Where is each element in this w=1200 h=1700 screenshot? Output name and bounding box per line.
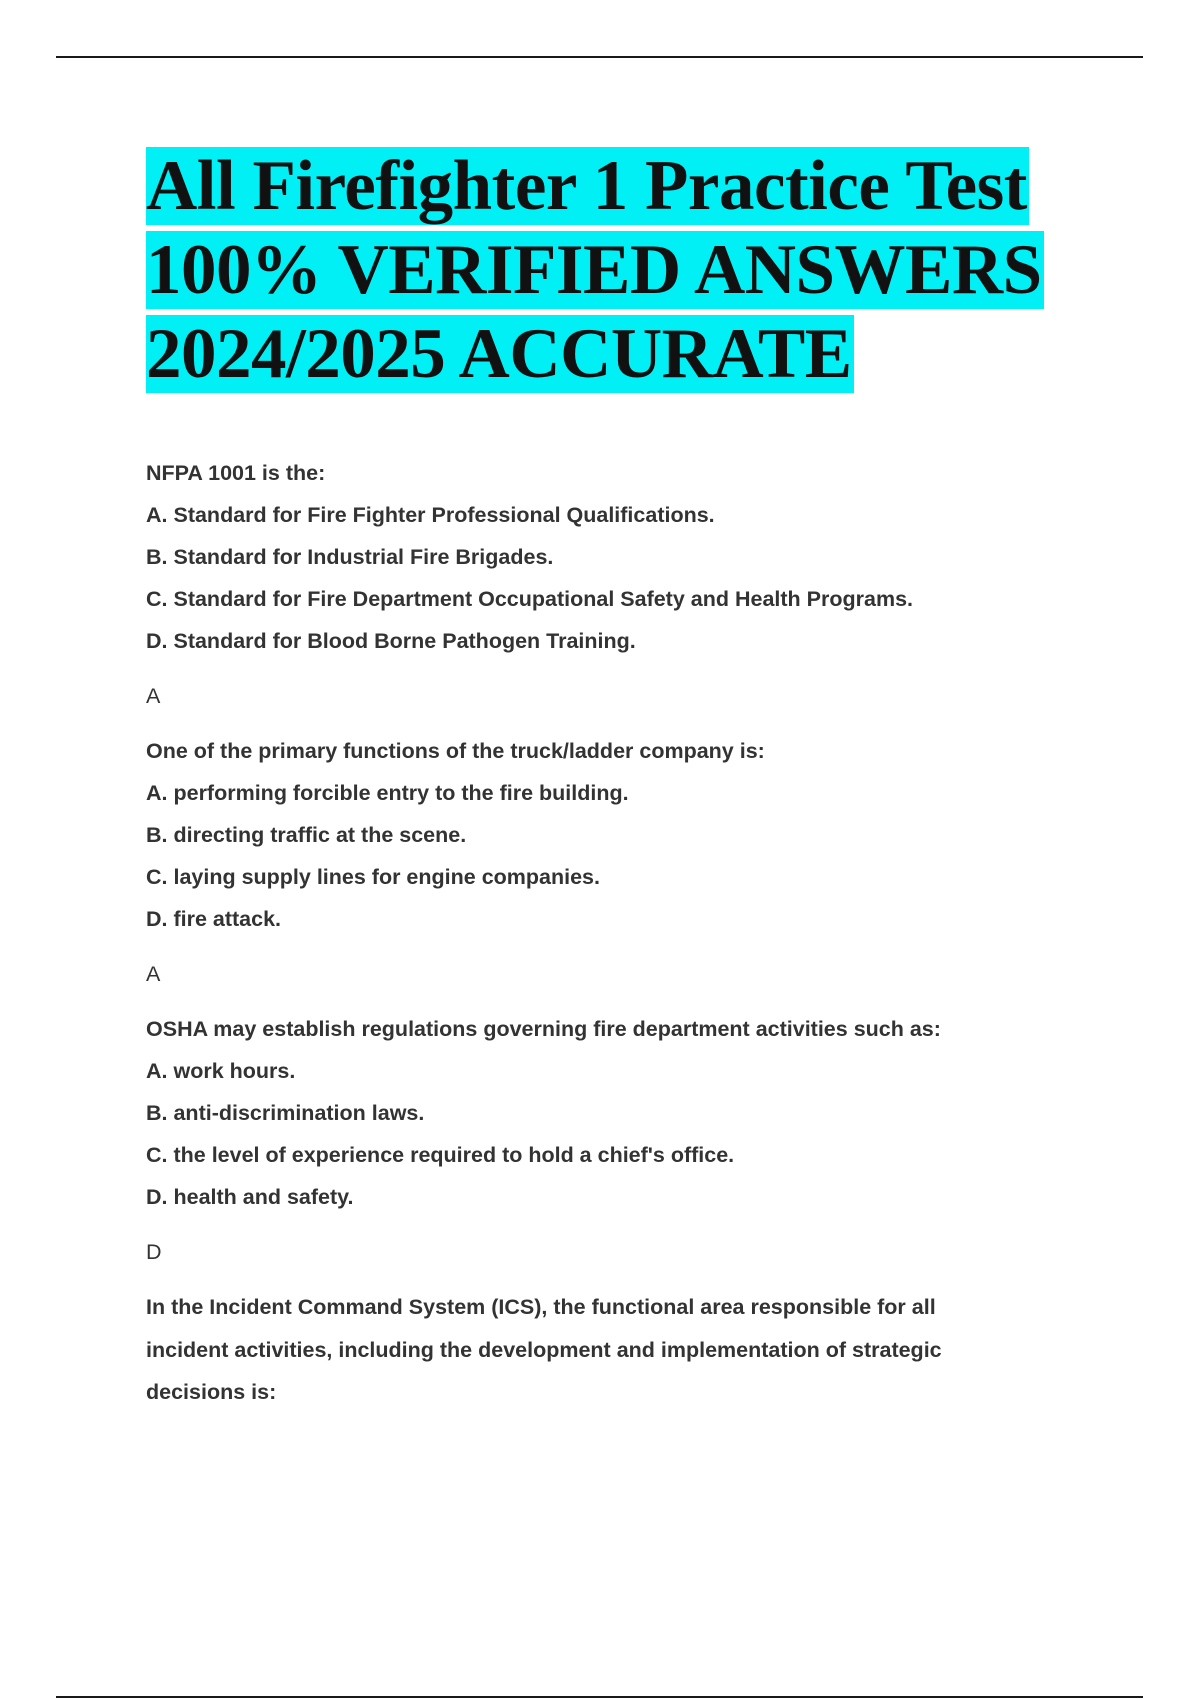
- question-4: [146, 1286, 1086, 1414]
- question-text-line-3: decisions is:: [146, 1380, 277, 1404]
- option-d: D. fire attack.: [146, 907, 282, 931]
- question-text-line-1: In the Incident Command System (ICS), the functional area responsible for all: [146, 1295, 936, 1319]
- option-c: C. laying supply lines for engine companies.: [146, 865, 600, 889]
- option-c: C. the level of experience required to hold a chief's office.: [146, 1143, 735, 1167]
- answer: D: [146, 1240, 162, 1264]
- title-line-2: 100% VERIFIED ANSWERS: [146, 231, 1042, 309]
- question-text: One of the primary functions of the truck/ladder company is:: [146, 739, 765, 763]
- option-b: B. Standard for Industrial Fire Brigades.: [146, 545, 554, 569]
- option-d: D. Standard for Blood Borne Pathogen Training.: [146, 629, 636, 653]
- option-c: C. Standard for Fire Department Occupational Safety and Health Programs.: [146, 587, 913, 611]
- title-line-1: All Firefighter 1 Practice Test: [146, 147, 1027, 225]
- question-text: NFPA 1001 is the:: [146, 461, 326, 485]
- option-d: D. health and safety.: [146, 1185, 354, 1209]
- question-2: [146, 730, 1086, 996]
- answer: A: [146, 684, 161, 708]
- question-text-line-2: incident activities, including the development and implementation of strategic: [146, 1337, 942, 1362]
- bottom-rule: [56, 1696, 1143, 1698]
- option-a: A. Standard for Fire Fighter Professional Qualifications.: [146, 503, 715, 527]
- question-list: [146, 452, 1086, 1414]
- top-rule: [56, 56, 1143, 58]
- answer: A: [146, 962, 161, 986]
- option-b: B. directing traffic at the scene.: [146, 823, 467, 847]
- question-1: [146, 452, 1086, 718]
- question-text: OSHA may establish regulations governing fire department activities such as:: [146, 1017, 941, 1041]
- title-line-3: 2024/2025 ACCURATE: [146, 315, 852, 393]
- option-a: A. performing forcible entry to the fire building.: [146, 781, 629, 805]
- question-3: [146, 1008, 1086, 1274]
- document-title: [146, 144, 1086, 396]
- option-b: B. anti-discrimination laws.: [146, 1101, 425, 1125]
- option-a: A. work hours.: [146, 1059, 296, 1083]
